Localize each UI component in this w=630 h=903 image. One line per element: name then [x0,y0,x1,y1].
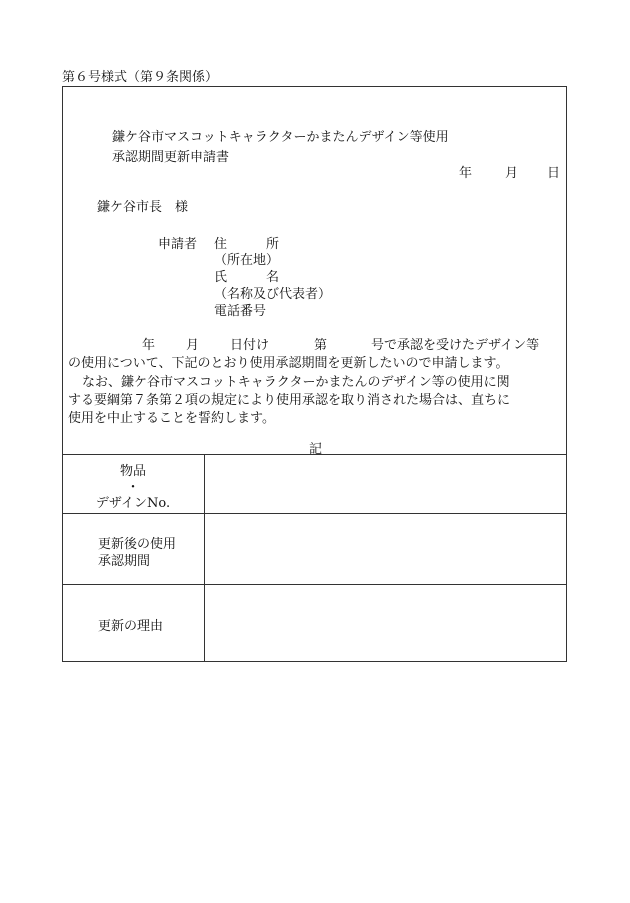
body-month: 月 [186,338,200,353]
body-no-prefix: 第 [314,338,328,353]
body-line-2: の使用について、下記のとおり使用承認期間を更新したいので申請します。 [68,356,509,371]
body-year: 年 [142,338,156,353]
row1-label-line-3: デザインNo. [95,496,171,511]
title-line-2: 承認期間更新申請書 [112,150,230,165]
title-line-1: 鎌ケ谷市マスコットキャラクターかまたんデザイン等使用 [112,130,449,145]
renewal-period-cell[interactable] [206,515,565,583]
renewal-reason-cell[interactable] [206,586,565,660]
body-line-3: なお、鎌ケ谷市マスコットキャラクターかまたんのデザイン等の使用に関 [82,375,510,390]
body-line-5: 使用を中止することを誓約します。 [68,411,275,426]
row3-label: 更新の理由 [98,619,164,634]
row1-label-line-2: ・ [126,480,140,495]
address-label: 住 所 [214,237,280,252]
table-column-rule [204,454,205,662]
address-sub-label: （所在地） [214,253,280,268]
row2-label-line-2: 承認期間 [98,554,151,569]
name-label: 氏 名 [214,270,280,285]
body-line-4: する要綱第７条第２項の規定により使用承認を取り消された場合は、直ちに [68,393,511,408]
row2-label-line-1: 更新後の使用 [98,537,177,552]
design-item-cell[interactable] [206,456,565,512]
body-day-suffix: 日付け [230,338,270,353]
body-line1-tail: 号で承認を受けたデザイン等 [371,338,540,353]
date-day-label: 日 [547,166,561,181]
row1-label-line-1: 物品 [119,464,146,479]
addressee: 鎌ケ谷市長 様 [97,200,189,215]
phone-label: 電話番号 [214,304,267,319]
form-number: 第６号様式（第９条関係） [62,70,219,85]
applicant-label: 申請者 [158,237,198,252]
date-year-label: 年 [459,166,473,181]
table-row-rule-2 [62,584,567,585]
ki-label: 記 [309,442,323,457]
table-row-rule-1 [62,513,567,514]
name-sub-label: （名称及び代表者） [214,287,332,302]
date-month-label: 月 [505,166,519,181]
